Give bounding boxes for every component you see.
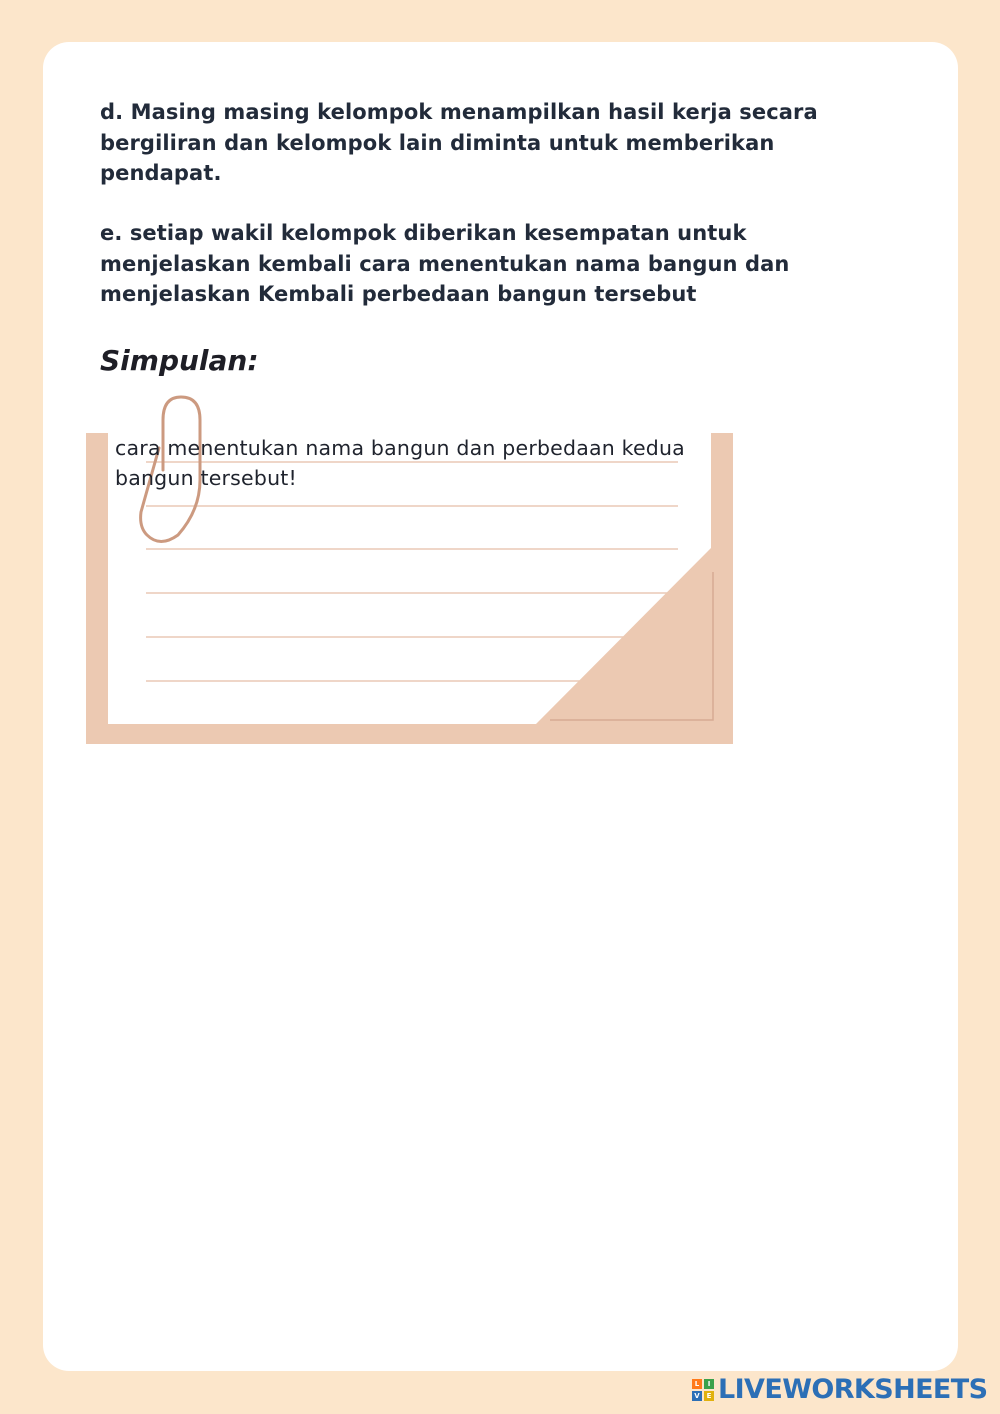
logo-grid-icon [692, 1379, 714, 1401]
logo-text: LIVEWORKSHEETS [718, 1374, 988, 1405]
note-lines [146, 462, 678, 681]
step-d-text: d. Masing masing kelompok menampilkan hasil kerja secara bergiliran dan kelompok lain diminta untuk memberikan pendapat. [100, 100, 818, 185]
liveworksheets-logo[interactable] [692, 1374, 987, 1405]
step-e-text: e. setiap wakil kelompok diberikan kesempatan untuk menjelaskan kembali cara menentukan nama bangun dan menjelaskan Kembali perbedaan bangun tersebut [100, 221, 790, 306]
logo-letter: I [704, 1379, 714, 1389]
conclusion-heading: Simpulan: [100, 344, 259, 377]
logo-letter: E [704, 1391, 714, 1401]
folded-corner [536, 548, 711, 724]
note-text: cara menentukan nama bangun dan perbedaan kedua bangun tersebut! [115, 436, 685, 490]
logo-letter: V [692, 1391, 702, 1401]
logo-letter: L [692, 1379, 702, 1389]
